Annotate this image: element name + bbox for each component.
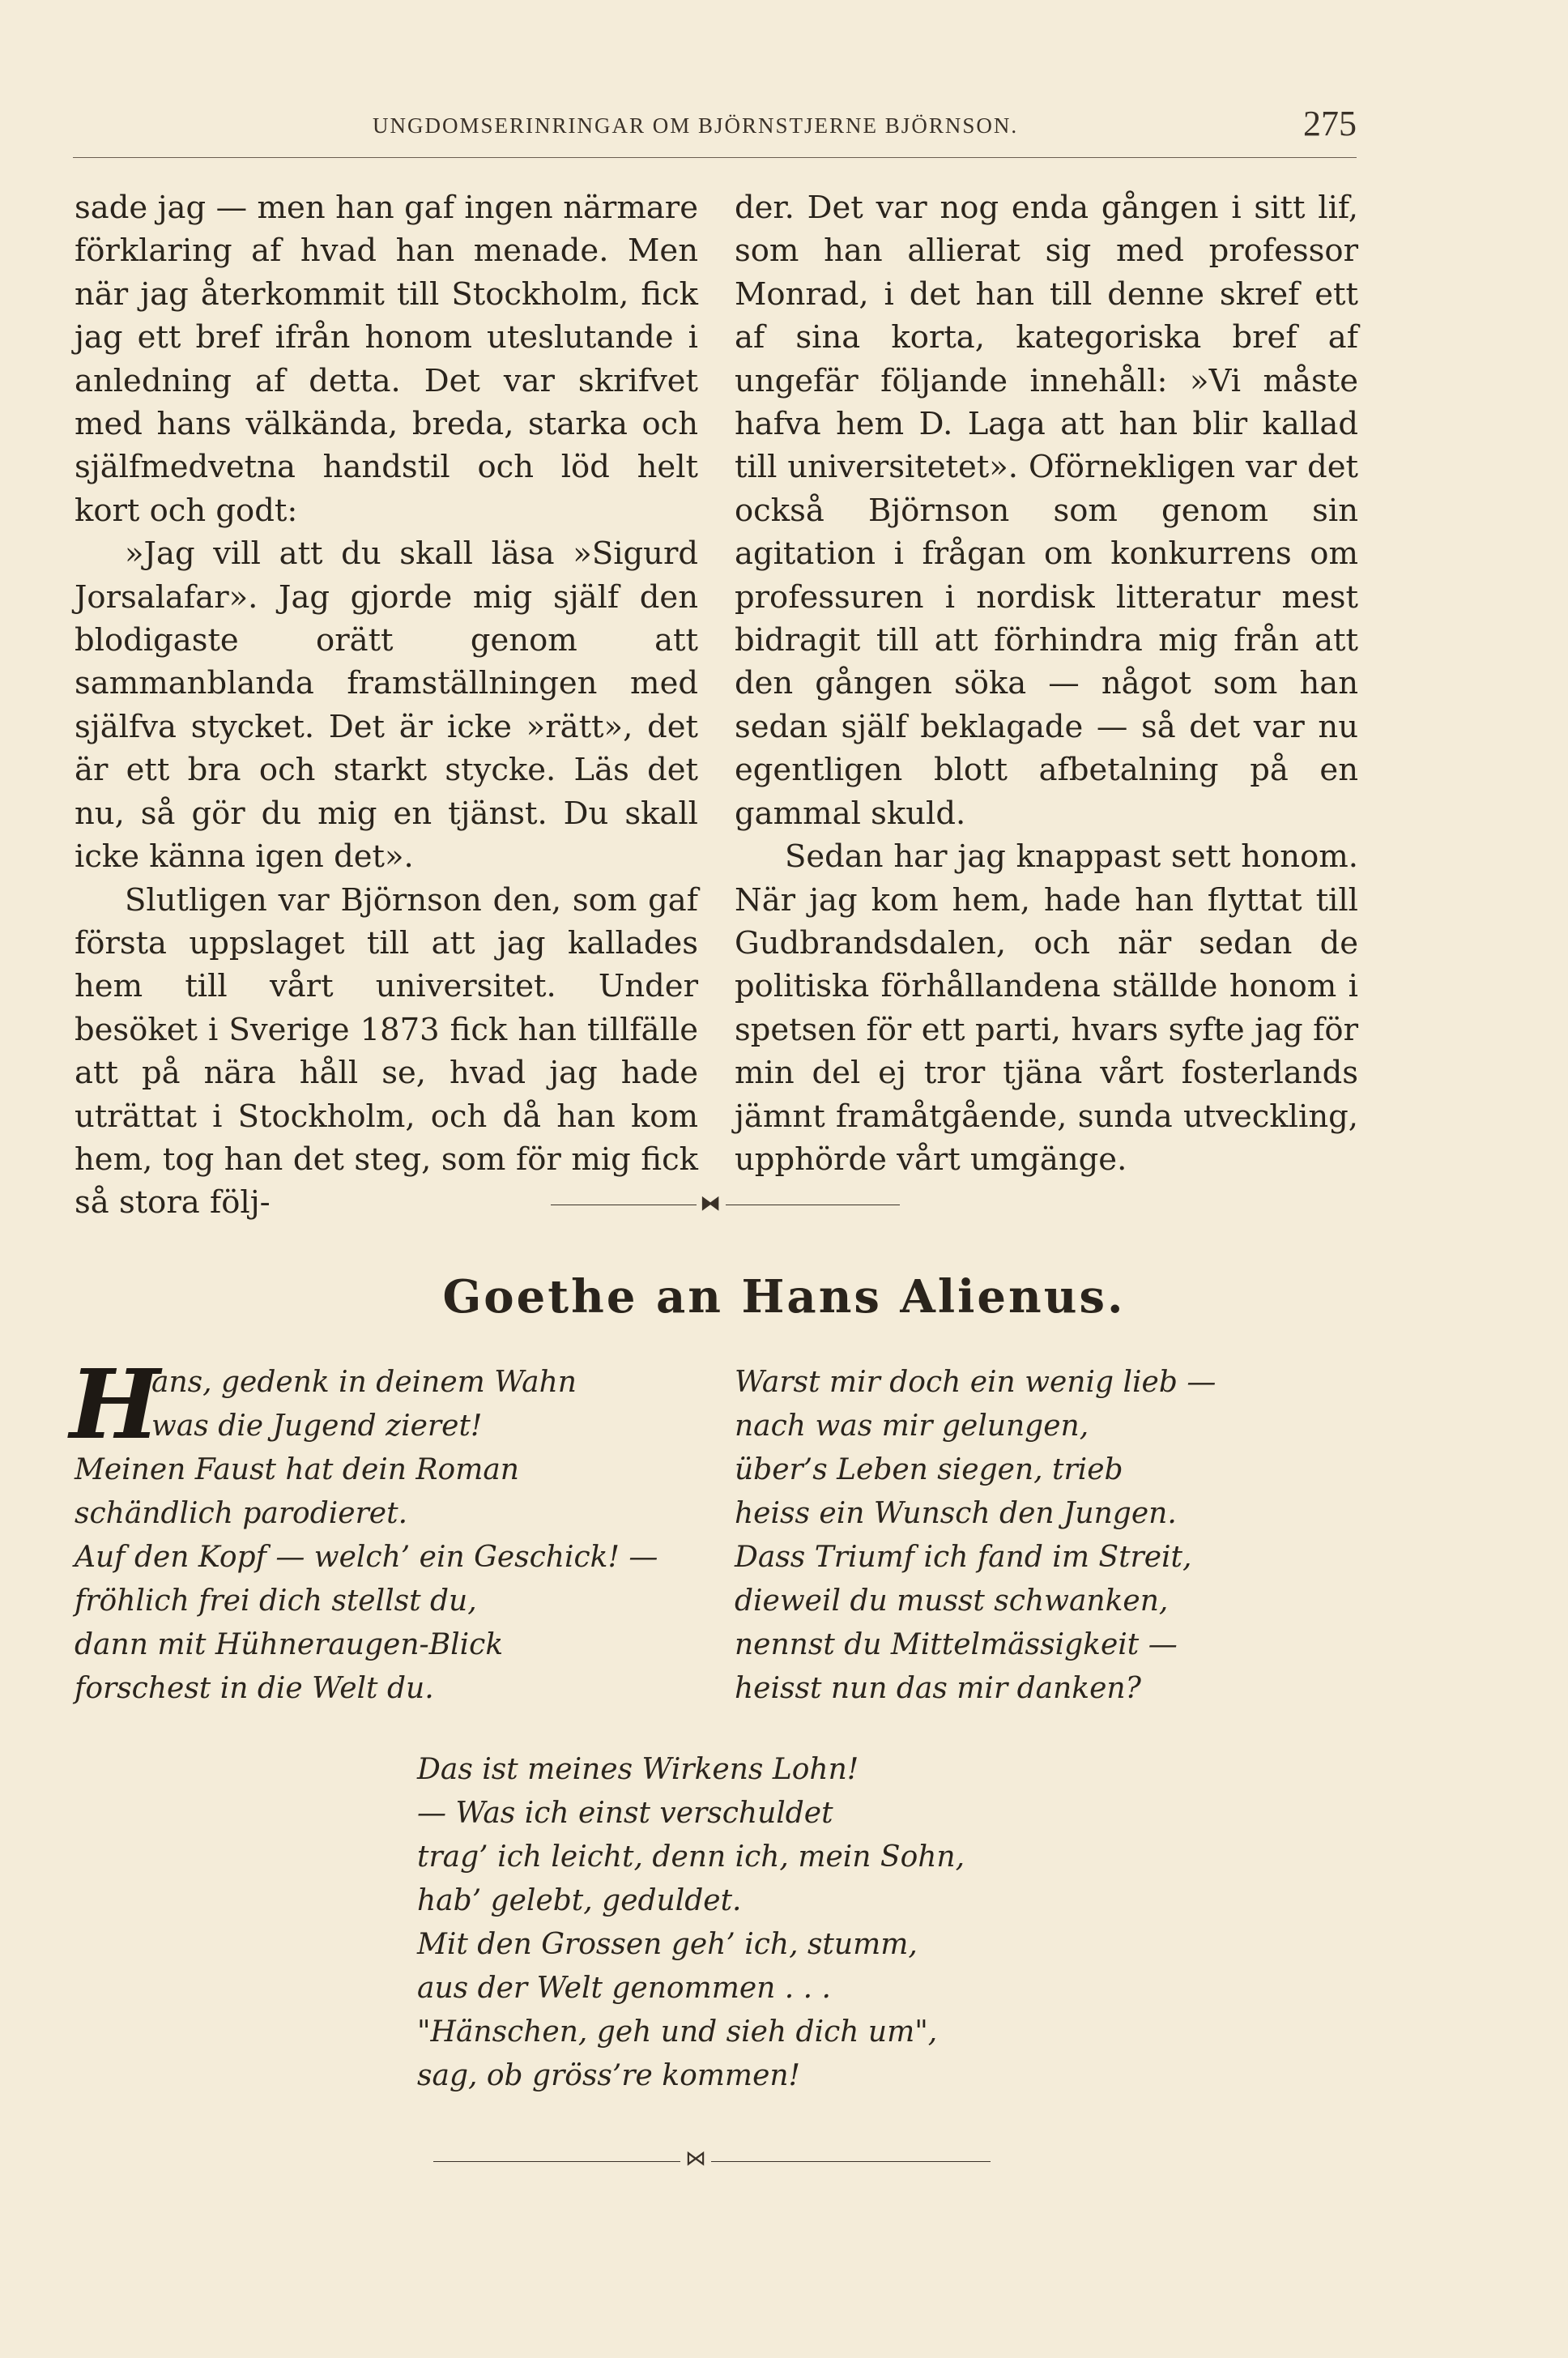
stanza-2 bbox=[735, 1361, 1216, 1711]
poem-line: Mit den Grossen geh’ ich, stumm, bbox=[417, 1928, 918, 1961]
poem-line: dieweil du musst schwanken, bbox=[735, 1584, 1169, 1618]
divider-rule-right bbox=[711, 2161, 991, 2162]
poem-line: heisst nun das mir danken? bbox=[735, 1672, 1141, 1705]
poem-line: sag, ob gröss’re kommen! bbox=[417, 2059, 801, 2092]
paragraph: »Jag vill att du skall läsa »Sigurd Jorsalafar». Jag gjorde mig själf den blodigaste orätt genom att sammanblanda framställningen med själfva stycket. Det är icke »rätt», det är ett bra och starkt stycke. Läs det nu, så gör du mig en tjänst. Du skall icke känna igen det». bbox=[75, 535, 698, 876]
poem-line: trag’ ich leicht, denn ich, mein Sohn, bbox=[417, 1840, 965, 1874]
poem-line: forschest in die Welt du. bbox=[75, 1672, 434, 1705]
poem-line: Das ist meines Wirkens Lohn! bbox=[417, 1753, 859, 1786]
poem-line: nach was mir gelungen, bbox=[735, 1409, 1089, 1443]
poem-line: heiss ein Wunsch den Jungen. bbox=[735, 1497, 1177, 1530]
poem-line: Auf den Kopf — welch’ ein Geschick! — bbox=[75, 1541, 658, 1574]
running-header bbox=[73, 101, 1357, 158]
paragraph: sade jag — men han gaf ingen närmare förklaring af hvad han menade. Men när jag återkommit till Stockholm, fick jag ett bref ifrån honom uteslutande i anledning af detta. Det var skrifvet med hans välkända, breda, starka och själfmedvetna handstil och löd helt kort och godt: bbox=[75, 190, 698, 529]
paragraph: Sedan har jag knappast sett honom. När jag kom hem, hade han flyttat till Gudbrandsdalen, och när sedan de politiska förhållandena ställde honom i spetsen för ett parti, hvars syfte jag för min del ej tror tjäna vårt fosterlands jämnt framåtgående, sunda utveckling, upphörde vårt umgänge. bbox=[735, 838, 1358, 1178]
poem-line: ans, gedenk in deinem Wahn bbox=[151, 1366, 577, 1399]
poem-line: fröhlich frei dich stellst du, bbox=[75, 1584, 477, 1618]
poem-line: — Was ich einst verschuldet bbox=[417, 1797, 833, 1830]
stanza-3 bbox=[417, 1748, 965, 2098]
poem-line: Meinen Faust hat dein Roman bbox=[75, 1453, 519, 1486]
header-title: UNGDOMSERINRINGAR OM BJÖRNSTJERNE BJÖRNSON. bbox=[373, 113, 1019, 138]
paragraph: der. Det var nog enda gången i sitt lif, som han allierat sig med professor Monrad, i det han till denne skref ett af sina korta, kategoriska bref af ungefär följande innehåll: »Vi måste hafva hem D. Laga att han blir kallad till universitetet». Oförnekligen var det också Björnson som genom sin agitation i frågan om konkurrens om professuren i nordisk litteratur mest bidragit till att förhindra mig från att den gången söka — något som han sedan själf beklagade — så det var nu egentligen blott afbetalning på en gammal skuld. bbox=[735, 190, 1358, 832]
poem-title: Goethe an Hans Alienus. bbox=[442, 1270, 1126, 1324]
page-number: 275 bbox=[1303, 104, 1357, 143]
ornament-icon: ⧓ bbox=[700, 1192, 721, 1216]
poem-line: nennst du Mittelmässigkeit — bbox=[735, 1628, 1178, 1661]
poem-line: hab’ gelebt, geduldet. bbox=[417, 1884, 742, 1917]
poem-line: dann mit Hühneraugen-Blick bbox=[75, 1628, 504, 1661]
poem-line: Warst mir doch ein wenig lieb — bbox=[735, 1366, 1216, 1399]
poem-line: aus der Welt genommen . . . bbox=[417, 1972, 831, 2005]
poem-line: Dass Triumf ich fand im Streit, bbox=[735, 1541, 1192, 1574]
stanza-1 bbox=[70, 1348, 658, 1711]
paragraph: Slutligen var Björnson den, som gaf första uppslaget till att jag kallades hem till vårt universitet. Under besöket i Sverige 1873 fick han tillfälle att på nära håll se, hvad jag hade uträttat i Stockholm, och då han kom hem, tog han det steg, som för mig fick så stora följ- bbox=[75, 881, 698, 1222]
poem-line: über’s Leben siegen, trieb bbox=[735, 1453, 1123, 1486]
drop-cap: H bbox=[70, 1348, 160, 1460]
divider-rule-left bbox=[433, 2161, 680, 2162]
poem-line: was die Jugend zieret! bbox=[151, 1409, 483, 1443]
ornament-icon: ⋈ bbox=[685, 2147, 706, 2171]
header-rule bbox=[73, 157, 1357, 158]
right-column bbox=[735, 186, 1358, 1181]
left-column bbox=[75, 186, 698, 1225]
poem-line: "Hänschen, geh und sieh dich um", bbox=[417, 2015, 938, 2049]
poem-line: schändlich parodieret. bbox=[75, 1497, 408, 1530]
